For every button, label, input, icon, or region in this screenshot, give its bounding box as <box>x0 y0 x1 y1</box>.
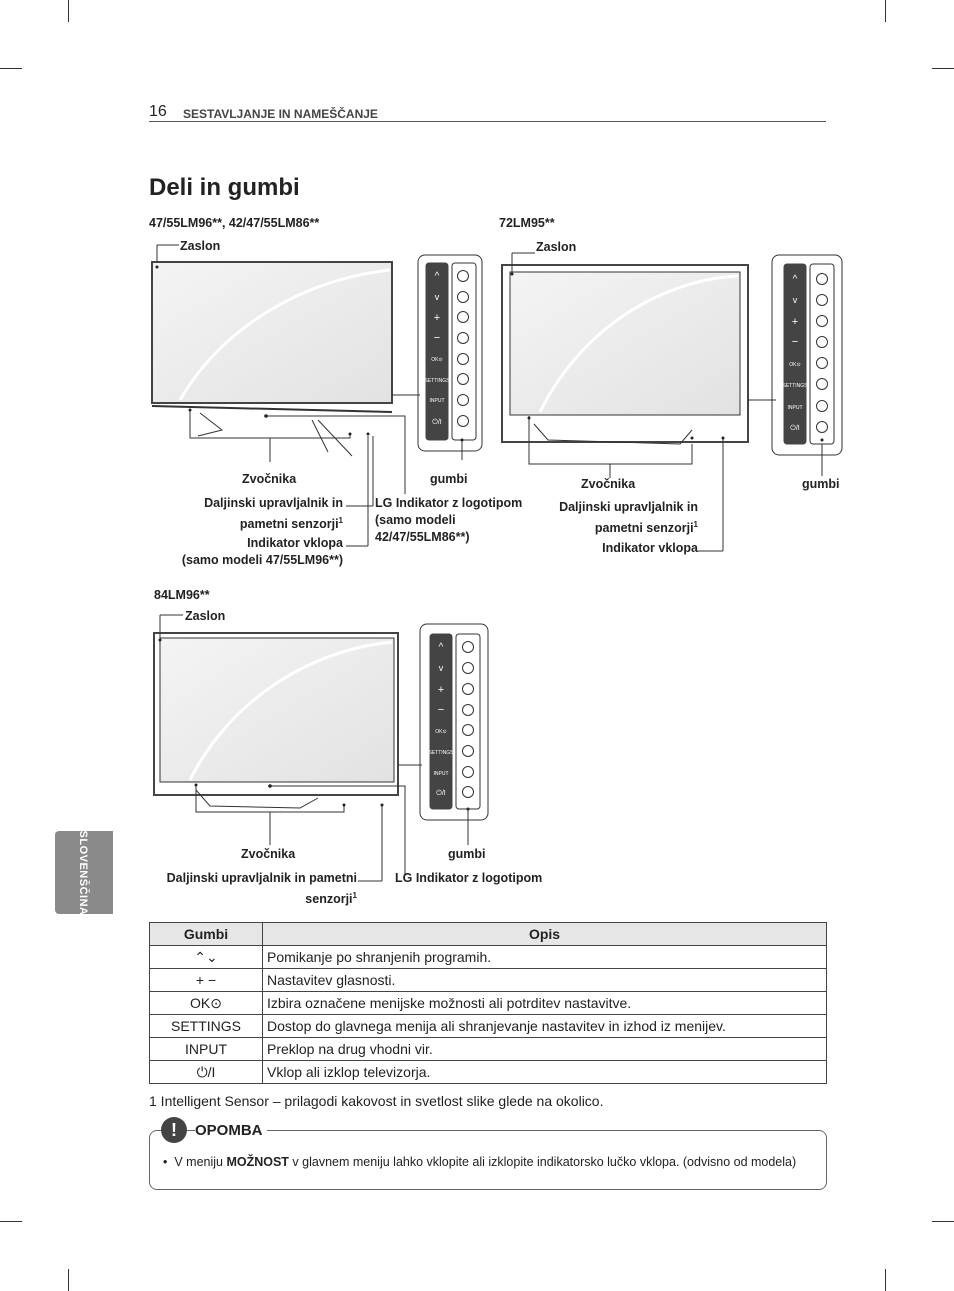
note-text <box>163 1155 796 1169</box>
remote-label-b <box>500 499 698 537</box>
svg-text:OK⊙: OK⊙ <box>431 357 443 363</box>
svg-text:^: ^ <box>438 642 444 653</box>
footnote: 1 Intelligent Sensor – prilagodi kakovost in svetlost slike glede na okolico. <box>149 1093 604 1109</box>
table-row <box>150 1038 827 1061</box>
svg-text:v: v <box>434 292 440 302</box>
model-label-c: 84LM96** <box>154 588 210 602</box>
svg-text:OK⊙: OK⊙ <box>789 362 801 368</box>
table-row <box>150 1061 827 1084</box>
svg-text:−: − <box>433 332 441 344</box>
svg-text:⏻/I: ⏻/I <box>436 790 446 797</box>
note-menu-name: MOŽNOST <box>226 1155 289 1169</box>
svg-text:+: + <box>791 316 799 328</box>
note-text-after: v glavnem meniju lahko vklopite ali izklopite indikatorsko lučko vklopa. (odvisno od modela) <box>288 1155 797 1169</box>
table-row <box>150 1015 827 1038</box>
table-row <box>150 969 827 992</box>
table-header-buttons: Gumbi <box>150 923 263 946</box>
indicator-label-a <box>150 535 343 569</box>
speakers-label-c: Zvočnika <box>241 847 296 861</box>
remote-label-c-line2: senzorji <box>305 892 353 907</box>
table-row <box>150 946 827 969</box>
description-cell: Nastavitev glasnosti. <box>263 969 827 992</box>
table-header-description: Opis <box>263 923 827 946</box>
screen-label-b: Zaslon <box>536 240 577 254</box>
indicator-label-a-line1: Indikator vklopa <box>247 536 343 550</box>
logo-label-a-line3: 42/47/55LM86**) <box>375 530 470 544</box>
svg-text:^: ^ <box>792 274 798 285</box>
svg-text:SETTINGS: SETTINGS <box>428 750 454 756</box>
buttons-label-a: gumbi <box>430 472 468 486</box>
svg-text:INPUT: INPUT <box>787 405 803 411</box>
model-label-a: 47/55LM96**, 42/47/55LM86** <box>149 216 320 230</box>
logo-label-a-line2: (samo modeli <box>375 513 456 527</box>
tv-screen-a <box>152 262 392 403</box>
note-heading: OPOMBA <box>195 1122 267 1139</box>
button-cell: INPUT <box>150 1038 263 1061</box>
svg-text:v: v <box>438 663 444 673</box>
logo-label-a-line1: LG Indikator z logotipom <box>375 496 523 510</box>
remote-label-a <box>150 495 343 533</box>
note-bullet: • <box>163 1155 168 1169</box>
svg-text:OK⊙: OK⊙ <box>435 729 447 735</box>
svg-text:+: + <box>437 684 445 696</box>
svg-text:^: ^ <box>434 271 440 282</box>
svg-text:SETTINGS: SETTINGS <box>782 383 808 389</box>
button-cell: ⏻/I <box>150 1061 263 1084</box>
speakers-label-b: Zvočnika <box>581 477 636 491</box>
remote-label-c-line2-wrap <box>150 887 357 908</box>
svg-text:⏻/I: ⏻/I <box>790 425 800 432</box>
svg-text:+: + <box>433 312 441 324</box>
svg-text:−: − <box>437 704 445 716</box>
buttons-label-c: gumbi <box>448 847 486 861</box>
page-title: Deli in gumbi <box>149 174 300 201</box>
svg-text:−: − <box>791 336 799 348</box>
svg-text:INPUT: INPUT <box>429 398 445 404</box>
button-cell: SETTINGS <box>150 1015 263 1038</box>
description-cell: Dostop do glavnega menija ali shranjevanje nastavitev in izhod iz menijev. <box>263 1015 827 1038</box>
table-header-row <box>150 923 827 946</box>
remote-label-a-line2: pametni senzorji <box>239 517 339 532</box>
note-text-before: V meniju <box>174 1155 227 1169</box>
svg-text:v: v <box>792 295 798 305</box>
section-title: SESTAVLJANJE IN NAMEŠČANJE <box>183 107 378 121</box>
logo-label-c: LG Indikator z logotipom <box>395 871 543 885</box>
button-cell: OK⊙ <box>150 992 263 1015</box>
description-cell: Vklop ali izklop televizorja. <box>263 1061 827 1084</box>
footnote-ref: 1 <box>693 520 698 529</box>
footnote-ref: 1 <box>338 516 343 525</box>
model-label-b: 72LM95** <box>499 216 555 230</box>
language-tab-label: SLOVENŠČINA <box>77 830 89 916</box>
remote-label-a-line1: Daljinski upravljalnik in <box>204 496 343 510</box>
buttons-table <box>149 922 827 1084</box>
svg-text:INPUT: INPUT <box>433 771 449 777</box>
page-number: 16 <box>149 103 167 120</box>
svg-text:⏻/I: ⏻/I <box>432 419 442 426</box>
description-cell: Preklop na drug vhodni vir. <box>263 1038 827 1061</box>
remote-label-b-line1: Daljinski upravljalnik in <box>559 500 698 514</box>
remote-label-b-line2: pametni senzorji <box>594 521 694 536</box>
buttons-label-b: gumbi <box>802 477 840 491</box>
button-cell: ⌃⌄ <box>150 946 263 969</box>
remote-label-c-line1: Daljinski upravljalnik in pametni <box>166 871 357 885</box>
footnote-ref: 1 <box>352 891 357 900</box>
button-panel-b <box>772 255 842 455</box>
speakers-label-a: Zvočnika <box>242 472 297 486</box>
svg-text:SETTINGS: SETTINGS <box>424 378 450 384</box>
indicator-label-b: Indikator vklopa <box>602 541 698 555</box>
description-cell: Pomikanje po shranjenih programih. <box>263 946 827 969</box>
indicator-label-a-line2: (samo modeli 47/55LM96**) <box>181 553 343 567</box>
screen-label-a: Zaslon <box>180 239 221 253</box>
button-cell: + − <box>150 969 263 992</box>
exclamation-icon: ! <box>161 1117 187 1143</box>
screen-label-c: Zaslon <box>185 609 226 623</box>
remote-label-c <box>150 870 357 908</box>
remote-label-a-line2-wrap <box>150 512 343 533</box>
table-row <box>150 992 827 1015</box>
description-cell: Izbira označene menijske možnosti ali potrditev nastavitve. <box>263 992 827 1015</box>
remote-label-b-line2-wrap <box>500 516 698 537</box>
